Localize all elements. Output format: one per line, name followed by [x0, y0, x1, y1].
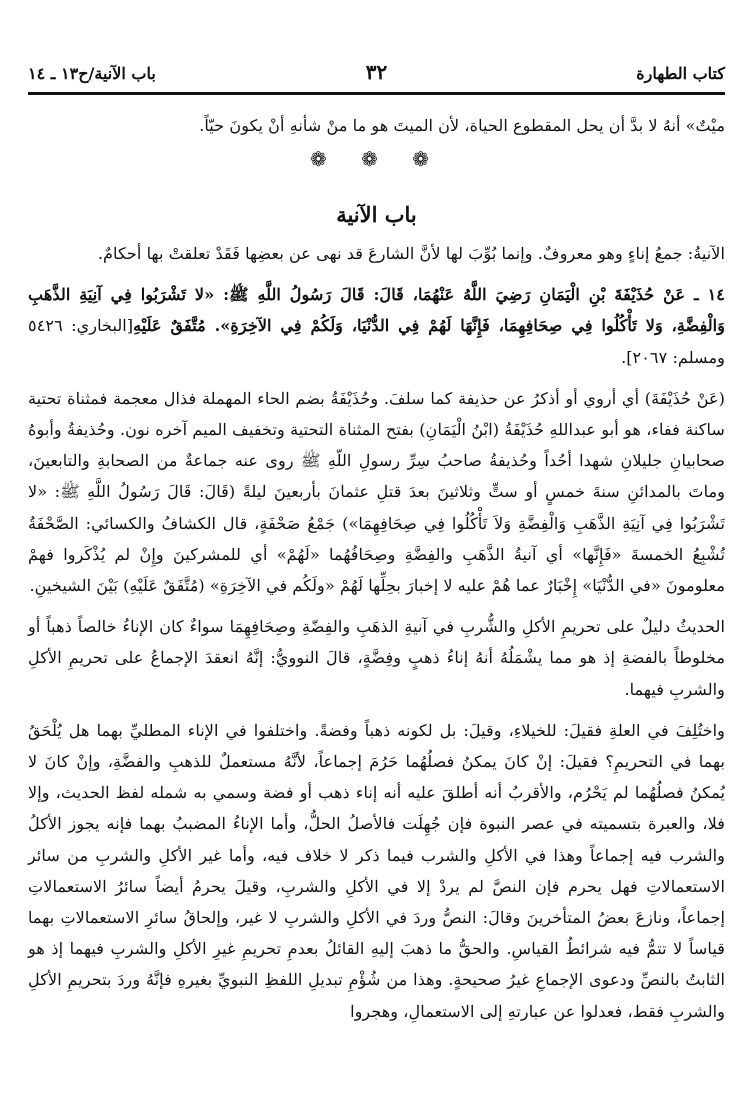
intro-line-block [28, 110, 725, 141]
hadith-text: ١٤ ـ عَنْ حُذَيْفَةَ بْنِ الْيَمَانِ رَضِيَ اللَّهُ عَنْهُمَا، قَالَ: قَالَ رَسُولُ اللَّهِ ﷺ: «لا تَشْرَبُوا فِي آنِيَةِ الذَّهَبِ وَالْفِضَّةِ، وَلا تَأْكُلُوا فِي صِحَافِهِمَا، فَإِنَّهَا لَهُمْ فِي الدُّنْيَا، وَلَكُمْ فِي الآخِرَةِ». مُتَّفَقٌ عَلَيْهِ [28, 285, 725, 336]
commentary-paragraph-2: الحديثُ دليلٌ على تحريمِ الأكلِ والشُّربِ في آنيةِ الذهَبِ والفِضّةِ وصِحَافِهِمَا سواءٌ كان الإناءُ خالصاً ذهباً أو مخلوطاً بالفضةِ إذ هو مما يشْمَلُهُ أنهُ إناءُ ذهبٍ وفِضَّةٍ، قالَ النوويُّ: إنَّهُ انعقدَ الإجماعُ على تحريمِ الأكلِ والشربِ فيهما. [28, 617, 725, 699]
section-separator: ❁ ❁ ❁ [310, 147, 443, 171]
commentary-paragraph-3: واختُلِفَ في العلةِ فقيلَ: للخيلاءِ، وقيلَ: بل لكونه ذهباً وفضةً. واختلفوا في الإناء المطليِّ بهما هل يُلْحَقُ بهما في التحريمِ؟ فقيلَ: إنْ كانَ يمكنُ فصلُهُما حَرُمَ إجماعاً، لأنَّهُ مستعملٌ للذهبِ والفضَّةِ، وإنْ كانَ لا يُمكنُ فصلُهُما لم يَحْرُم، والأقربُ أنه أطلقَ عليه أنه إناء ذهب أو فضة وسمي به شمله لفظ الحديث، وإلا فلا، والعبرة بتسميته في عصر النبوة فإن جُهِلَت فالأصلُ الحلُّ، وأما الإناءُ المضببُ بهما فإنه يجوز الأكلُ والشرب فيه إجماعاً وهذا في الأكلِ والشرب فيما ذكر لا خلاف فيه، وأما غير الأكلِ والشربِ من سائر الاستعمالاتِ فهل يحرم فإن النصَّ لم يردْ إلا في الأكلِ والشربِ، وقيلَ يحرمُ أيضاً سائرُ الاستعمالاتِ إجماعاً، ونازعَ بعضُ المتأخرينَ وقالَ: النصُّ وردَ في الأكلِ والشربِ لا غير، وإلحاقُ سائرِ الاستعمالاتِ بهما قياساً لا تتمُّ فيه شرائطُ القياسِ. والحقُّ ما ذهبَ إليهِ القائلُ بعدمِ تحريمِ غيرِ الأكلِ والشربِ فيهما إذ هو الثابتُ بالنصِّ ودعوى الإجماعِ غيرُ صحيحةٍ. وهذا من شُؤْمِ تبديلِ اللفظِ النبويِّ بغيرهِ فإنَّهُ وردَ بتحريمِ الأكلِ والشربِ فقط، فعدلوا عن عبارتهِ إلى الاستعمالِ، وهجروا [28, 720, 725, 1021]
header-rule [28, 92, 725, 95]
book-title: كتاب الطهارة [636, 64, 725, 83]
intro-line: ميْتٌ» أنهُ لا بدَّ أن يحل المقطوع الحياة، لأن الميتَ هو ما منْ شأنهِ أنْ يكونَ حيّاً. [199, 116, 725, 135]
page-number: ٣٢ [365, 60, 388, 84]
page-header [28, 58, 725, 92]
chapter-title: باب الآنية [336, 202, 417, 227]
body-text [28, 238, 725, 1027]
definition-paragraph: الآنيةُ: جمعُ إناءٍ وهو معروفٌ. وإنما بُوِّبَ لها لأنَّ الشارعَ قد نهى عن بعضِها فَقَدْ تعلقتْ بها أحكامٌ. [97, 244, 725, 263]
commentary-paragraph-1: (عَنْ حُذَيْفَةَ) أي أروي أو أذكرُ عن حذيفة كما سلفَ. وحُذَيْفَةُ بضم الحاء المهملة فذال معجمة فمثناة تحتية ساكنة ففاء، هو أبو عبداللهِ حُذَيْفَةُ (ابْنُ الْيَمَانِ) بفتح المثناة التحتية وتخفيف الميم آخره نون. وحُذيفةُ وأبوهُ صحابيانِ جليلانِ شهدا أحُداً وحُذيفةُ صاحبُ سِرِّ رسولِ اللّهِ ﷺ روى عنه جماعةٌ من الصحابةِ والتابعينَ، وماتَ بالمدائنِ سنةَ خمسٍ أو ستٍّ وثلاثينَ بعدَ قتلِ عثمانَ بأربعينَ ليلةً (قَالَ: قَالَ رَسُولُ اللَّهِ ﷺ: «لا تَشْرَبُوا فِي آنِيَةِ الذَّهَبِ وَالْفِضَّةِ وَلاَ تَأْكُلُوا فِي صِحَافِهِمَا») جَمْعُ صَحْفَةٍ، قال الكشافُ والكسائي: الصَّحْفَةُ تُشْبِعُ الخمسةَ «فَإِنَّها» أي آنيةُ الذَّهَبِ والفِضَّةِ وصِحَافُهُما «لَهُمْ» أي للمشركينَ وإِنْ لم يُذْكَروا فهمْ معلومونَ «في الدُّنْيَا» إِخْبَارٌ عما هُمْ عليه لا إخبارَ بحِلِّها لَهُمْ «ولَكُم في الآخِرَةِ» (مُتَّفَقٌ عَلَيْهِ) بَيْنَ الشيخينِ. [28, 388, 725, 596]
hadith-paragraph [28, 279, 725, 373]
hadith-reference: [البخاري: ٥٤٢٦ ومسلم: ٢٠٦٧]. [28, 316, 725, 367]
chapter-reference: باب الآنية/ح١٣ ـ ١٤ [28, 64, 156, 83]
